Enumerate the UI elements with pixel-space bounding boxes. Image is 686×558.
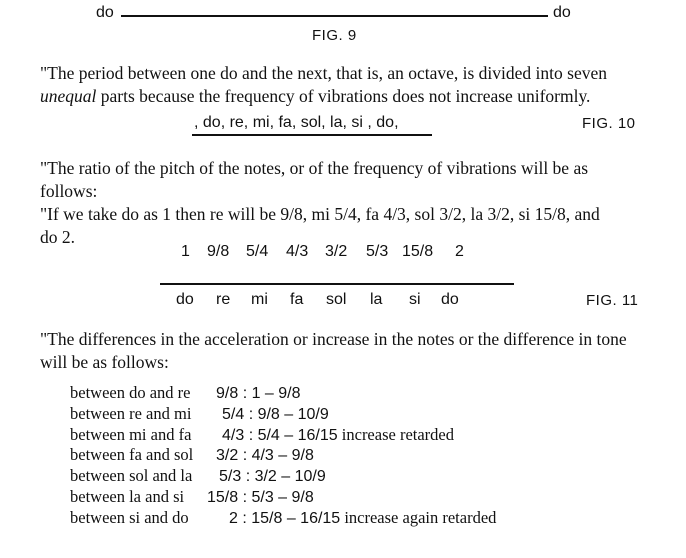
fig11-ratio: 3/2 bbox=[325, 243, 348, 260]
list-item bbox=[70, 383, 301, 403]
paragraph-octave-line2 bbox=[40, 85, 650, 108]
fig11-ratio: 15/8 bbox=[402, 243, 434, 260]
difference-value: 15/8 : 5/3 – 9/8 bbox=[207, 489, 314, 506]
difference-value: 9/8 : 1 – 9/8 bbox=[216, 385, 301, 402]
fig9-left-note: do bbox=[96, 4, 114, 21]
fig11-note: mi bbox=[251, 291, 268, 308]
difference-label: between fa and sol bbox=[70, 445, 194, 464]
paragraph-ratios bbox=[40, 157, 660, 249]
emphasis-unequal: unequal bbox=[40, 86, 97, 106]
fig11-note: do bbox=[176, 291, 194, 308]
list-item bbox=[70, 487, 314, 507]
paragraph-ratios-line1: "The ratio of the pitch of the notes, or of the frequency of vibrations will be as bbox=[40, 158, 589, 178]
fig10-underline bbox=[192, 134, 432, 136]
fig11-ratio: 9/8 bbox=[207, 243, 230, 260]
fig9-label: FIG. 9 bbox=[312, 27, 357, 44]
fig11-note: re bbox=[216, 291, 231, 308]
fig11-note: si bbox=[409, 291, 421, 308]
difference-note: increase again retarded bbox=[340, 508, 497, 527]
difference-value: 5/4 : 9/8 – 10/9 bbox=[222, 406, 329, 423]
paragraph-octave-line2-rest: parts because the frequency of vibrations does not increase uniformly. bbox=[96, 86, 591, 106]
difference-note: increase retarded bbox=[337, 425, 454, 444]
list-item bbox=[70, 445, 314, 465]
difference-label: between mi and fa bbox=[70, 425, 192, 444]
fig11-ratio: 1 bbox=[181, 243, 190, 260]
fig11-divider-line bbox=[160, 283, 514, 285]
difference-label: between re and mi bbox=[70, 404, 192, 423]
fig11-ratio: 2 bbox=[455, 243, 464, 260]
paragraph-differences bbox=[40, 328, 660, 374]
fig9-octave-line bbox=[121, 15, 548, 17]
difference-label: between do and re bbox=[70, 383, 191, 402]
fig11-ratio: 5/3 bbox=[366, 243, 389, 260]
paragraph-ratios-line3: "If we take do as 1 then re will be 9/8, mi 5/4, fa 4/3, sol 3/2, la 3/2, si 15/8, and bbox=[40, 204, 600, 224]
fig11-label: FIG. 11 bbox=[586, 292, 639, 309]
fig11-note: la bbox=[370, 291, 383, 308]
fig11-note: sol bbox=[326, 291, 347, 308]
fig11-note: fa bbox=[290, 291, 304, 308]
list-item bbox=[70, 425, 454, 445]
list-item bbox=[70, 404, 329, 424]
difference-value: 3/2 : 4/3 – 9/8 bbox=[216, 447, 314, 464]
list-item bbox=[70, 466, 326, 486]
paragraph-differences-line1: "The differences in the acceleration or increase in the notes or the difference in tone bbox=[40, 329, 627, 349]
paragraph-ratios-line2: follows: bbox=[40, 181, 98, 201]
difference-label: between la and si bbox=[70, 487, 185, 506]
fig11-ratio: 5/4 bbox=[246, 243, 269, 260]
difference-value: 2 : 15/8 – 16/15 bbox=[229, 510, 341, 527]
paragraph-differences-line2: will be as follows: bbox=[40, 352, 169, 372]
difference-value: 4/3 : 5/4 – 16/15 bbox=[222, 427, 338, 444]
fig10-scale: , do, re, mi, fa, sol, la, si , do, bbox=[194, 114, 399, 131]
paragraph-ratios-line4: do 2. bbox=[40, 227, 75, 247]
fig11-ratio: 4/3 bbox=[286, 243, 309, 260]
paragraph-octave-line1: "The period between one do and the next, that is, an octave, is divided into seven bbox=[40, 63, 607, 83]
fig11-note: do bbox=[441, 291, 459, 308]
fig10-label: FIG. 10 bbox=[582, 115, 636, 132]
list-item bbox=[70, 508, 496, 528]
fig9-right-note: do bbox=[553, 4, 571, 21]
difference-value: 5/3 : 3/2 – 10/9 bbox=[219, 468, 326, 485]
difference-label: between sol and la bbox=[70, 466, 193, 485]
difference-label: between si and do bbox=[70, 508, 189, 527]
paragraph-octave bbox=[40, 62, 650, 108]
